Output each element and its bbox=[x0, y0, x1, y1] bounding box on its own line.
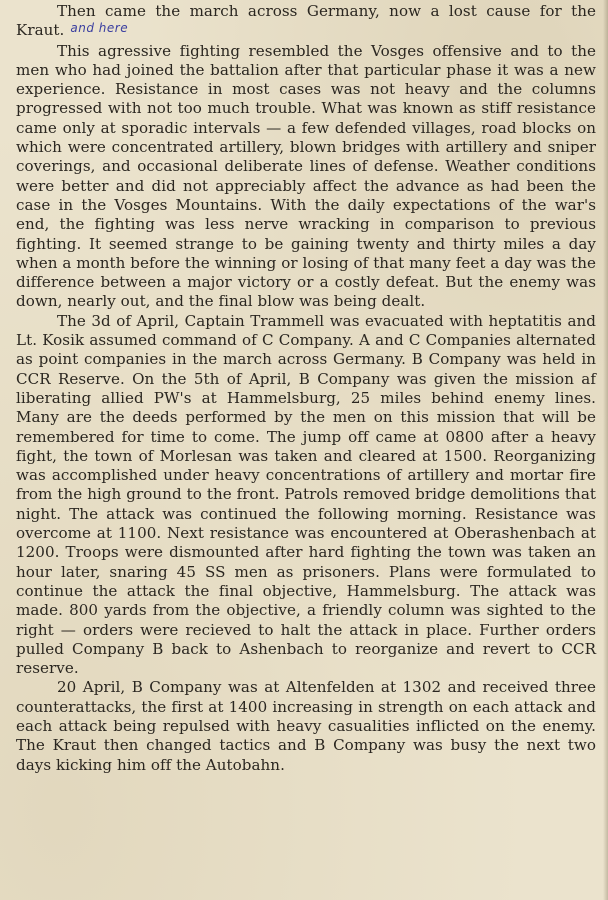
document-body bbox=[16, 2, 596, 775]
paragraph-1-text: Then came the march across Germany, now a lost cause for the Kraut. bbox=[16, 2, 596, 40]
handwritten-corrected-word: attack bbox=[106, 504, 155, 523]
paragraph-2: This agressive fighting resembled the Vosges offensive and to the men who had joined the battalion after that particular phase it was a new experience. Resistance in most cases was not heavy and the columns progressed with not too much trouble. What was known as stiff resistance came only at sporadic intervals — a few defended villages, road blocks on which were concentrated artillery, blown bridges with artillery and sniper coverings, and occasional deliberate lines of defense. Weather conditions were better and did not appreciably affect the advance as had been the case in the Vosges Mountains. With the daily expectations of the war's end, the fighting was less nerve wracking in comparison to previous fighting. It seemed strange to be gaining twenty and thirty miles a day when a month before the winning or losing of that many feet a day was the difference between a major victory or a costly defeat. But the enemy was down, nearly out, and the final blow was being dealt. bbox=[16, 41, 596, 311]
paragraph-3-text-end: was continued the following morning. Resistance was overcome at 1100. Next resistance was encountered at Oberashenbach at 1200. Troops were dismounted after hard fighting the town was taken an hour later, snaring 45 SS men as prisoners. Plans were formulated to continue the attack the final objective, Hammelsburg. The attack was made. 800 yards from the objective, a friendly column was sighted to the right — orders were recieved to halt the attack in place. Further orders pulled Company B back to Ashenbach to reorganize and revert to CCR reserve. bbox=[16, 504, 596, 678]
page-edge-shadow bbox=[603, 0, 608, 900]
handwritten-annotation: and here bbox=[70, 21, 129, 36]
paragraph-3-text-start: The 3d of April, Captain Trammell was evacuated with heptatitis and Lt. Kosik assumed command of C Company. A and C Companies alternated as point companies in the march across Germany. B Company was held in CCR Reserve. On the 5th of April, B Company was given the mission af liberating allied PW's at Hammelsburg, 25 miles behind enemy lines. Many are the deeds performed by the men on this mission that will be remembered for time to come. The jump off came at 0800 after a heavy fight, the town of Morlesan was taken and cleared at 1500. Reorganizing was accomplished under heavy concentrations of artillery and mortar fire from the high ground to the front. Patrols removed bridge demolitions that night. The bbox=[16, 311, 596, 523]
paragraph-1 bbox=[16, 2, 596, 42]
paragraph-3 bbox=[16, 312, 596, 679]
paragraph-4: 20 April, B Company was at Altenfelden at 1302 and received three counterattacks, the first at 1400 increasing in strength on each attack and each attack being repulsed with heavy casualities inflicted on the enemy. The Kraut then changed tactics and B Company was busy the next two days kicking him off the Autobahn. bbox=[16, 678, 596, 774]
